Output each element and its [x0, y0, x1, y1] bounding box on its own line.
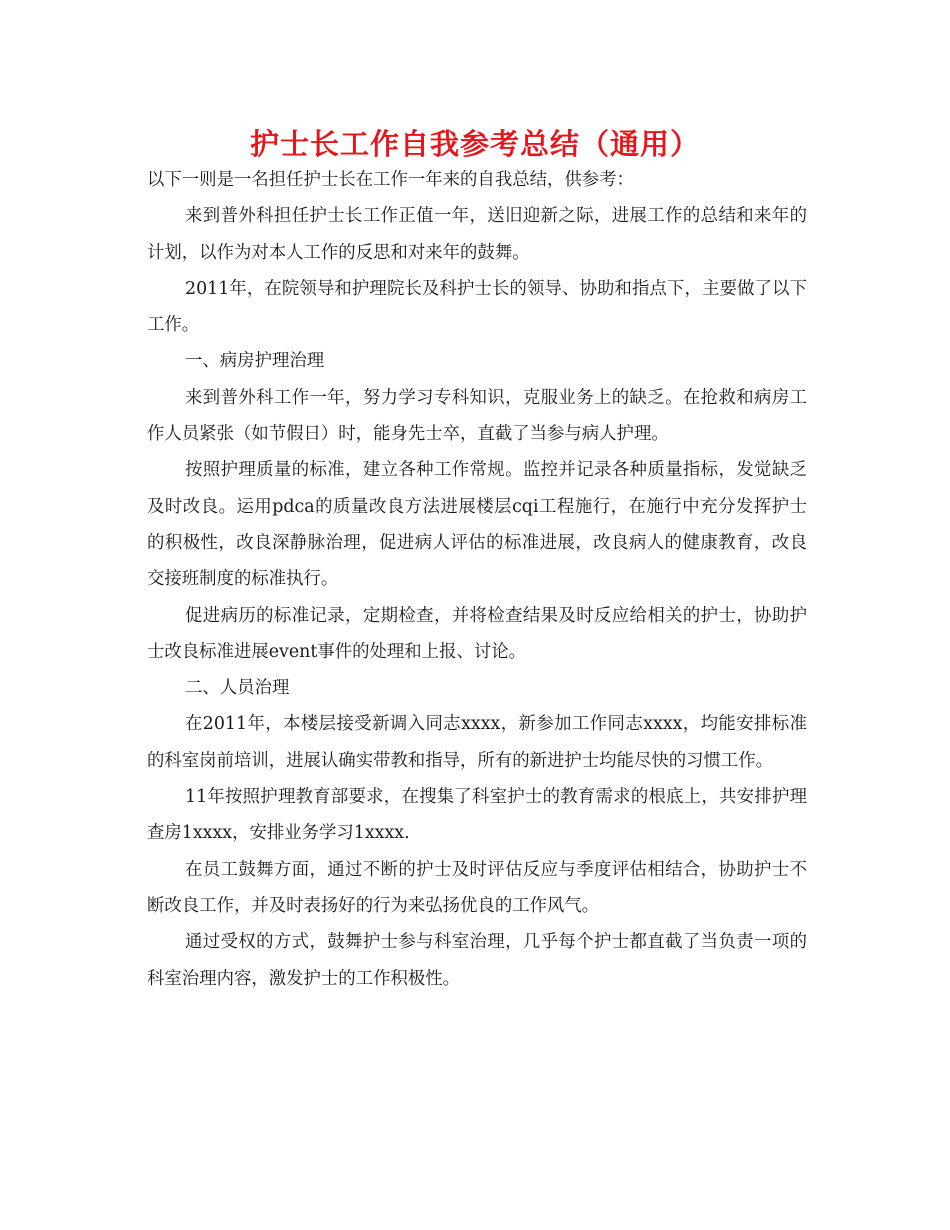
paragraph: 在2011年，本楼层接受新调入同志xxxx，新参加工作同志xxxx，均能安排标准的科室岗前培训，进展认确实带教和指导，所有的新进护士均能尽快的习惯工作。 — [147, 714, 807, 771]
paragraph: 按照护理质量的标准，建立各种工作常规。监控并记录各种质量指标，发觉缺乏及时改良。运用pdca的质量改良方法进展楼层cqi工程施行，在施行中充分发挥护士的积极性，改良深静脉治理，促进病人评估的标准进展，改良病人的健康教育，改良交接班制度的标准执行。 — [147, 460, 807, 590]
paragraph: 11年按照护理教育部要求，在搜集了科室护士的教育需求的根底上，共安排护理查房1xxxx，安排业务学习1xxxx. — [147, 787, 807, 844]
section-heading-staff-management: 二、人员治理 — [185, 678, 290, 699]
section-heading-ward-management: 一、病房护理治理 — [185, 351, 325, 372]
paragraph: 通过受权的方式，鼓舞护士参与科室治理，几乎每个护士都直截了当负责一项的科室治理内容，激发护士的工作积极性。 — [147, 932, 807, 989]
document-body — [147, 162, 807, 997]
paragraph: 在员工鼓舞方面，通过不断的护士及时评估反应与季度评估相结合，协助护士不断改良工作，并及时表扬好的行为来弘扬优良的工作风气。 — [147, 859, 807, 916]
paragraph: 促进病历的标准记录，定期检查，并将检查结果及时反应给相关的护士，协助护士改良标准进展event事件的处理和上报、讨论。 — [147, 605, 807, 662]
paragraph-intro: 以下一则是一名担任护士长在工作一年来的自我总结，供参考： — [147, 170, 634, 190]
document-title: 护士长工作自我参考总结（通用） — [249, 127, 700, 161]
paragraph: 来到普外科担任护士长工作正值一年，送旧迎新之际，进展工作的总结和来年的计划，以作为对本人工作的反思和对来年的鼓舞。 — [147, 206, 807, 263]
paragraph: 2011年，在院领导和护理院长及科护士长的领导、协助和指点下，主要做了以下工作。 — [147, 278, 807, 336]
paragraph: 来到普外科工作一年，努力学习专科知识，克服业务上的缺乏。在抢救和病房工作人员紧张（如节假日）时，能身先士卒，直截了当参与病人护理。 — [147, 387, 807, 445]
